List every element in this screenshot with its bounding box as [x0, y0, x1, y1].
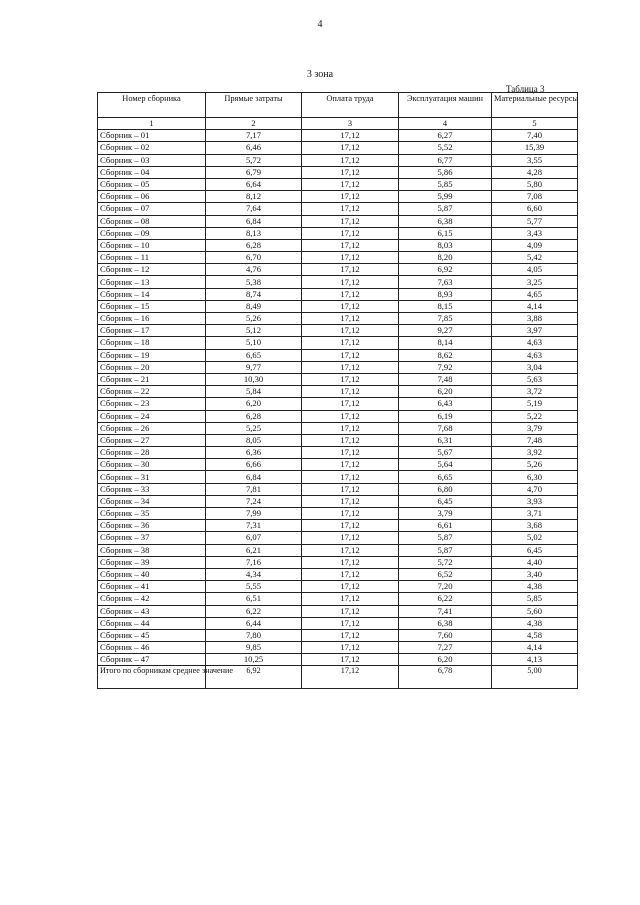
- value-cell: 6,07: [206, 532, 302, 544]
- value-cell: 9,77: [206, 361, 302, 373]
- table-row: [98, 373, 578, 385]
- collection-name-cell: Сборник – 37: [98, 532, 206, 544]
- value-cell: 6,15: [399, 227, 492, 239]
- value-cell: 5,77: [492, 215, 578, 227]
- value-cell: 17,12: [302, 410, 399, 422]
- value-cell: 6,20: [399, 654, 492, 666]
- value-cell: 6,19: [399, 410, 492, 422]
- value-cell: 6,65: [206, 349, 302, 361]
- table-row: [98, 130, 578, 142]
- collection-name-cell: Сборник – 27: [98, 434, 206, 446]
- column-number: 1: [98, 118, 206, 130]
- value-cell: 5,55: [206, 581, 302, 593]
- table-row: [98, 605, 578, 617]
- value-cell: 5,85: [492, 593, 578, 605]
- table-row: [98, 508, 578, 520]
- collection-name-cell: Сборник – 30: [98, 459, 206, 471]
- value-cell: 6,64: [206, 178, 302, 190]
- value-cell: 5,26: [492, 459, 578, 471]
- value-cell: 6,38: [399, 215, 492, 227]
- table-row: [98, 447, 578, 459]
- collection-name-cell: Сборник – 09: [98, 227, 206, 239]
- value-cell: 5,80: [492, 178, 578, 190]
- value-cell: 5,19: [492, 398, 578, 410]
- collection-name-cell: Сборник – 26: [98, 422, 206, 434]
- value-cell: 7,08: [492, 191, 578, 203]
- value-cell: 17,12: [302, 325, 399, 337]
- value-cell: 5,60: [492, 605, 578, 617]
- value-cell: 4,76: [206, 264, 302, 276]
- value-cell: 7,48: [399, 373, 492, 385]
- value-cell: 4,38: [492, 581, 578, 593]
- value-cell: 6,84: [206, 471, 302, 483]
- header-machine-operation: Эксплуатация машин: [399, 93, 492, 118]
- value-cell: 17,12: [302, 386, 399, 398]
- value-cell: 6,65: [399, 471, 492, 483]
- value-cell: 5,86: [399, 166, 492, 178]
- collection-name-cell: Сборник – 18: [98, 337, 206, 349]
- value-cell: 6,38: [399, 617, 492, 629]
- value-cell: 6,20: [206, 398, 302, 410]
- value-cell: 17,12: [302, 568, 399, 580]
- value-cell: 17,12: [302, 520, 399, 532]
- table-row: [98, 629, 578, 641]
- table-row: [98, 471, 578, 483]
- table-row: [98, 581, 578, 593]
- value-cell: 5,63: [492, 373, 578, 385]
- value-cell: 17,12: [302, 276, 399, 288]
- value-cell: 4,58: [492, 629, 578, 641]
- value-cell: 6,27: [399, 130, 492, 142]
- value-cell: 17,12: [302, 288, 399, 300]
- table-row: [98, 520, 578, 532]
- value-cell: 8,74: [206, 288, 302, 300]
- collection-name-cell: Сборник – 46: [98, 642, 206, 654]
- total-row: [98, 666, 578, 689]
- table-row: [98, 459, 578, 471]
- value-cell: 6,52: [399, 568, 492, 580]
- value-cell: 5,85: [399, 178, 492, 190]
- collection-name-cell: Сборник – 08: [98, 215, 206, 227]
- collection-name-cell: Сборник – 43: [98, 605, 206, 617]
- value-cell: 5,42: [492, 252, 578, 264]
- value-cell: 17,12: [302, 447, 399, 459]
- value-cell: 3,72: [492, 386, 578, 398]
- table-row: [98, 532, 578, 544]
- table-row: [98, 398, 578, 410]
- value-cell: 17,12: [302, 617, 399, 629]
- table-row: [98, 434, 578, 446]
- collection-name-cell: Сборник – 31: [98, 471, 206, 483]
- value-cell: 3,93: [492, 495, 578, 507]
- value-cell: 6,51: [206, 593, 302, 605]
- value-cell: 7,48: [492, 434, 578, 446]
- value-cell: 17,12: [302, 508, 399, 520]
- value-cell: 9,27: [399, 325, 492, 337]
- collection-name-cell: Сборник – 40: [98, 568, 206, 580]
- value-cell: 17,12: [302, 239, 399, 251]
- table-row: [98, 654, 578, 666]
- value-cell: 7,60: [399, 629, 492, 641]
- table-row: [98, 337, 578, 349]
- value-cell: 8,14: [399, 337, 492, 349]
- value-cell: 17,12: [302, 629, 399, 641]
- table-row: [98, 495, 578, 507]
- column-number: 3: [302, 118, 399, 130]
- value-cell: 5,87: [399, 203, 492, 215]
- table-row: [98, 313, 578, 325]
- collection-name-cell: Сборник – 17: [98, 325, 206, 337]
- value-cell: 8,93: [399, 288, 492, 300]
- value-cell: 4,13: [492, 654, 578, 666]
- value-cell: 7,17: [206, 130, 302, 142]
- table-row: [98, 288, 578, 300]
- value-cell: 5,87: [399, 544, 492, 556]
- table-row: [98, 191, 578, 203]
- value-cell: 6,22: [399, 593, 492, 605]
- collection-name-cell: Сборник – 05: [98, 178, 206, 190]
- value-cell: 5,10: [206, 337, 302, 349]
- zone-title: 3 зона: [306, 69, 334, 80]
- value-cell: 17,12: [302, 544, 399, 556]
- value-cell: 17,12: [302, 300, 399, 312]
- value-cell: 4,34: [206, 568, 302, 580]
- value-cell: 6,45: [399, 495, 492, 507]
- column-number-row: [98, 118, 578, 130]
- value-cell: 8,05: [206, 434, 302, 446]
- table-row: [98, 422, 578, 434]
- collection-name-cell: Сборник – 16: [98, 313, 206, 325]
- value-cell: 3,88: [492, 313, 578, 325]
- table-row: [98, 178, 578, 190]
- table-header-row: [98, 93, 578, 118]
- value-cell: 17,12: [302, 581, 399, 593]
- total-value: 5,00: [492, 666, 578, 689]
- value-cell: 17,12: [302, 215, 399, 227]
- collection-name-cell: Сборник – 06: [98, 191, 206, 203]
- table-row: [98, 386, 578, 398]
- value-cell: 6,84: [206, 215, 302, 227]
- value-cell: 7,80: [206, 629, 302, 641]
- collection-name-cell: Сборник – 03: [98, 154, 206, 166]
- value-cell: 4,14: [492, 300, 578, 312]
- value-cell: 8,62: [399, 349, 492, 361]
- value-cell: 6,60: [492, 203, 578, 215]
- value-cell: 6,44: [206, 617, 302, 629]
- collection-name-cell: Сборник – 14: [98, 288, 206, 300]
- value-cell: 7,40: [492, 130, 578, 142]
- value-cell: 4,14: [492, 642, 578, 654]
- collection-name-cell: Сборник – 42: [98, 593, 206, 605]
- value-cell: 4,63: [492, 337, 578, 349]
- value-cell: 17,12: [302, 556, 399, 568]
- collection-name-cell: Сборник – 11: [98, 252, 206, 264]
- value-cell: 5,25: [206, 422, 302, 434]
- value-cell: 5,72: [399, 556, 492, 568]
- value-cell: 7,41: [399, 605, 492, 617]
- collection-name-cell: Сборник – 19: [98, 349, 206, 361]
- value-cell: 3,71: [492, 508, 578, 520]
- table-row: [98, 593, 578, 605]
- value-cell: 6,36: [206, 447, 302, 459]
- value-cell: 17,12: [302, 337, 399, 349]
- value-cell: 17,12: [302, 654, 399, 666]
- value-cell: 3,68: [492, 520, 578, 532]
- value-cell: 6,28: [206, 239, 302, 251]
- table-row: [98, 617, 578, 629]
- value-cell: 4,40: [492, 556, 578, 568]
- value-cell: 4,38: [492, 617, 578, 629]
- value-cell: 8,20: [399, 252, 492, 264]
- collection-name-cell: Сборник – 28: [98, 447, 206, 459]
- header-direct-costs: Прямые затраты: [206, 93, 302, 118]
- column-number: 2: [206, 118, 302, 130]
- collection-name-cell: Сборник – 44: [98, 617, 206, 629]
- total-value: 6,92: [206, 666, 302, 689]
- column-number: 4: [399, 118, 492, 130]
- value-cell: 17,12: [302, 154, 399, 166]
- collection-name-cell: Сборник – 10: [98, 239, 206, 251]
- total-value: 6,78: [399, 666, 492, 689]
- value-cell: 5,87: [399, 532, 492, 544]
- value-cell: 9,85: [206, 642, 302, 654]
- table-row: [98, 276, 578, 288]
- value-cell: 5,84: [206, 386, 302, 398]
- collection-name-cell: Сборник – 20: [98, 361, 206, 373]
- table-row: [98, 325, 578, 337]
- table-row: [98, 568, 578, 580]
- total-label: Итого по сборникам среднее значение: [98, 666, 206, 689]
- value-cell: 17,12: [302, 495, 399, 507]
- value-cell: 7,63: [399, 276, 492, 288]
- collection-name-cell: Сборник – 24: [98, 410, 206, 422]
- value-cell: 17,12: [302, 203, 399, 215]
- value-cell: 17,12: [302, 191, 399, 203]
- collection-name-cell: Сборник – 01: [98, 130, 206, 142]
- value-cell: 6,22: [206, 605, 302, 617]
- table-body: [98, 130, 578, 666]
- value-cell: 3,79: [492, 422, 578, 434]
- value-cell: 6,80: [399, 483, 492, 495]
- value-cell: 8,49: [206, 300, 302, 312]
- value-cell: 6,77: [399, 154, 492, 166]
- header-collection-number: Номер сборника: [98, 93, 206, 118]
- collection-name-cell: Сборник – 38: [98, 544, 206, 556]
- value-cell: 17,12: [302, 373, 399, 385]
- table-row: [98, 264, 578, 276]
- table-row: [98, 227, 578, 239]
- table-row: [98, 300, 578, 312]
- collection-name-cell: Сборник – 39: [98, 556, 206, 568]
- value-cell: 5,64: [399, 459, 492, 471]
- value-cell: 17,12: [302, 227, 399, 239]
- value-cell: 7,16: [206, 556, 302, 568]
- value-cell: 10,25: [206, 654, 302, 666]
- page-number: 4: [317, 19, 323, 30]
- value-cell: 17,12: [302, 532, 399, 544]
- value-cell: 6,21: [206, 544, 302, 556]
- table-row: [98, 239, 578, 251]
- value-cell: 8,15: [399, 300, 492, 312]
- collection-name-cell: Сборник – 34: [98, 495, 206, 507]
- value-cell: 17,12: [302, 142, 399, 154]
- total-value: 17,12: [302, 666, 399, 689]
- table-row: [98, 349, 578, 361]
- value-cell: 5,38: [206, 276, 302, 288]
- collection-name-cell: Сборник – 21: [98, 373, 206, 385]
- value-cell: 17,12: [302, 252, 399, 264]
- value-cell: 5,67: [399, 447, 492, 459]
- value-cell: 6,79: [206, 166, 302, 178]
- collection-name-cell: Сборник – 04: [98, 166, 206, 178]
- collection-name-cell: Сборник – 33: [98, 483, 206, 495]
- value-cell: 7,99: [206, 508, 302, 520]
- collection-name-cell: Сборник – 12: [98, 264, 206, 276]
- value-cell: 17,12: [302, 166, 399, 178]
- value-cell: 17,12: [302, 471, 399, 483]
- value-cell: 15,39: [492, 142, 578, 154]
- value-cell: 17,12: [302, 422, 399, 434]
- value-cell: 6,61: [399, 520, 492, 532]
- value-cell: 7,20: [399, 581, 492, 593]
- collection-name-cell: Сборник – 45: [98, 629, 206, 641]
- value-cell: 17,12: [302, 398, 399, 410]
- value-cell: 6,20: [399, 386, 492, 398]
- header-labor-pay: Оплата труда: [302, 93, 399, 118]
- collection-name-cell: Сборник – 23: [98, 398, 206, 410]
- collection-name-cell: Сборник – 41: [98, 581, 206, 593]
- value-cell: 8,12: [206, 191, 302, 203]
- value-cell: 17,12: [302, 483, 399, 495]
- value-cell: 5,12: [206, 325, 302, 337]
- value-cell: 4,05: [492, 264, 578, 276]
- collection-name-cell: Сборник – 07: [98, 203, 206, 215]
- value-cell: 3,92: [492, 447, 578, 459]
- table-row: [98, 252, 578, 264]
- value-cell: 17,12: [302, 642, 399, 654]
- value-cell: 5,72: [206, 154, 302, 166]
- value-cell: 5,26: [206, 313, 302, 325]
- value-cell: 17,12: [302, 361, 399, 373]
- value-cell: 7,24: [206, 495, 302, 507]
- value-cell: 8,13: [206, 227, 302, 239]
- value-cell: 6,30: [492, 471, 578, 483]
- table-row: [98, 483, 578, 495]
- value-cell: 7,27: [399, 642, 492, 654]
- value-cell: 6,28: [206, 410, 302, 422]
- table-row: [98, 142, 578, 154]
- table-row: [98, 154, 578, 166]
- cost-table: [97, 92, 578, 689]
- column-number: 5: [492, 118, 578, 130]
- table-row: [98, 166, 578, 178]
- value-cell: 5,52: [399, 142, 492, 154]
- value-cell: 5,22: [492, 410, 578, 422]
- table-label: Таблица 3: [506, 84, 545, 94]
- header-material-resources: Материальные ресурсы: [492, 93, 578, 118]
- collection-name-cell: Сборник – 13: [98, 276, 206, 288]
- value-cell: 3,79: [399, 508, 492, 520]
- value-cell: 6,46: [206, 142, 302, 154]
- collection-name-cell: Сборник – 22: [98, 386, 206, 398]
- value-cell: 3,40: [492, 568, 578, 580]
- value-cell: 17,12: [302, 434, 399, 446]
- value-cell: 17,12: [302, 459, 399, 471]
- collection-name-cell: Сборник – 35: [98, 508, 206, 520]
- value-cell: 4,28: [492, 166, 578, 178]
- value-cell: 4,09: [492, 239, 578, 251]
- table-row: [98, 215, 578, 227]
- collection-name-cell: Сборник – 36: [98, 520, 206, 532]
- value-cell: 4,65: [492, 288, 578, 300]
- table-row: [98, 544, 578, 556]
- value-cell: 17,12: [302, 605, 399, 617]
- value-cell: 17,12: [302, 130, 399, 142]
- value-cell: 4,63: [492, 349, 578, 361]
- value-cell: 7,68: [399, 422, 492, 434]
- collection-name-cell: Сборник – 15: [98, 300, 206, 312]
- value-cell: 5,99: [399, 191, 492, 203]
- value-cell: 3,97: [492, 325, 578, 337]
- table-row: [98, 410, 578, 422]
- value-cell: 10,30: [206, 373, 302, 385]
- value-cell: 7,81: [206, 483, 302, 495]
- value-cell: 6,70: [206, 252, 302, 264]
- value-cell: 7,92: [399, 361, 492, 373]
- value-cell: 8,03: [399, 239, 492, 251]
- value-cell: 6,43: [399, 398, 492, 410]
- value-cell: 4,70: [492, 483, 578, 495]
- value-cell: 3,25: [492, 276, 578, 288]
- value-cell: 3,43: [492, 227, 578, 239]
- value-cell: 6,66: [206, 459, 302, 471]
- value-cell: 17,12: [302, 349, 399, 361]
- value-cell: 17,12: [302, 264, 399, 276]
- table-row: [98, 642, 578, 654]
- table-row: [98, 361, 578, 373]
- table-row: [98, 556, 578, 568]
- value-cell: 6,31: [399, 434, 492, 446]
- value-cell: 7,64: [206, 203, 302, 215]
- value-cell: 3,55: [492, 154, 578, 166]
- value-cell: 17,12: [302, 593, 399, 605]
- value-cell: 7,31: [206, 520, 302, 532]
- value-cell: 6,45: [492, 544, 578, 556]
- collection-name-cell: Сборник – 02: [98, 142, 206, 154]
- value-cell: 6,92: [399, 264, 492, 276]
- value-cell: 3,04: [492, 361, 578, 373]
- collection-name-cell: Сборник – 47: [98, 654, 206, 666]
- value-cell: 17,12: [302, 178, 399, 190]
- value-cell: 7,85: [399, 313, 492, 325]
- table-row: [98, 203, 578, 215]
- value-cell: 17,12: [302, 313, 399, 325]
- value-cell: 5,02: [492, 532, 578, 544]
